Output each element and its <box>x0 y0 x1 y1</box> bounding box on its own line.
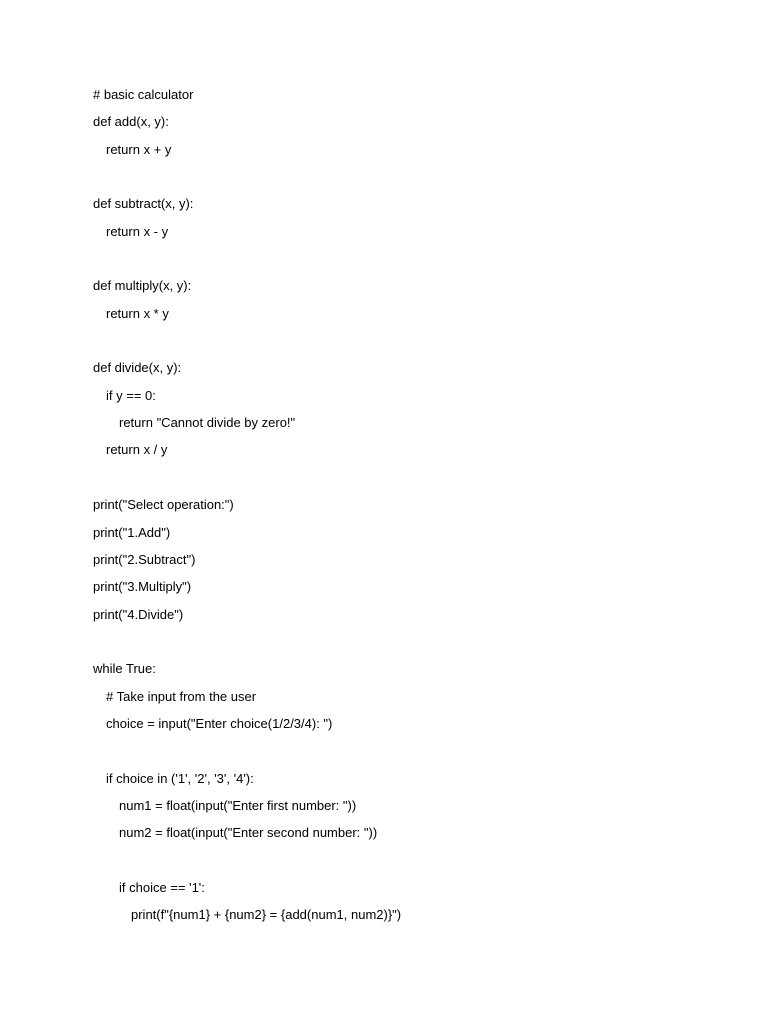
code-line: return "Cannot divide by zero!" <box>119 415 296 431</box>
code-line: while True: <box>93 661 156 677</box>
blank-line <box>93 741 728 768</box>
code-line: # Take input from the user <box>106 688 257 704</box>
code-line: choice = input("Enter choice(1/2/3/4): ") <box>106 715 333 731</box>
blank-line <box>93 167 728 194</box>
blank-line <box>93 331 728 358</box>
code-line: if choice in ('1', '2', '3', '4'): <box>106 770 254 786</box>
code-line: print("Select operation:") <box>93 497 234 513</box>
code-line: print("2.Subtract") <box>93 551 196 567</box>
code-line: num1 = float(input("Enter first number: ")) <box>119 797 357 813</box>
code-line: return x - y <box>106 223 169 239</box>
document-body <box>93 85 728 933</box>
code-line: def add(x, y): <box>93 114 169 130</box>
code-line: print("4.Divide") <box>93 606 184 622</box>
code-line: print("3.Multiply") <box>93 579 192 595</box>
code-line: def multiply(x, y): <box>93 278 192 294</box>
blank-line <box>93 468 728 495</box>
code-line: print("1.Add") <box>93 524 171 540</box>
blank-line <box>93 632 728 659</box>
code-line: return x + y <box>106 141 172 157</box>
code-line: def subtract(x, y): <box>93 196 194 212</box>
code-line: print(f"{num1} + {num2} = {add(num1, num2)}") <box>131 907 402 923</box>
code-line: if y == 0: <box>106 387 156 403</box>
code-line: if choice == '1': <box>119 879 205 895</box>
code-line: return x / y <box>106 442 168 458</box>
blank-line <box>93 851 728 878</box>
code-line: # basic calculator <box>93 87 194 102</box>
code-line: def divide(x, y): <box>93 360 182 376</box>
blank-line <box>93 249 728 276</box>
code-line: num2 = float(input("Enter second number: ")) <box>119 825 378 841</box>
code-line: return x * y <box>106 305 169 321</box>
